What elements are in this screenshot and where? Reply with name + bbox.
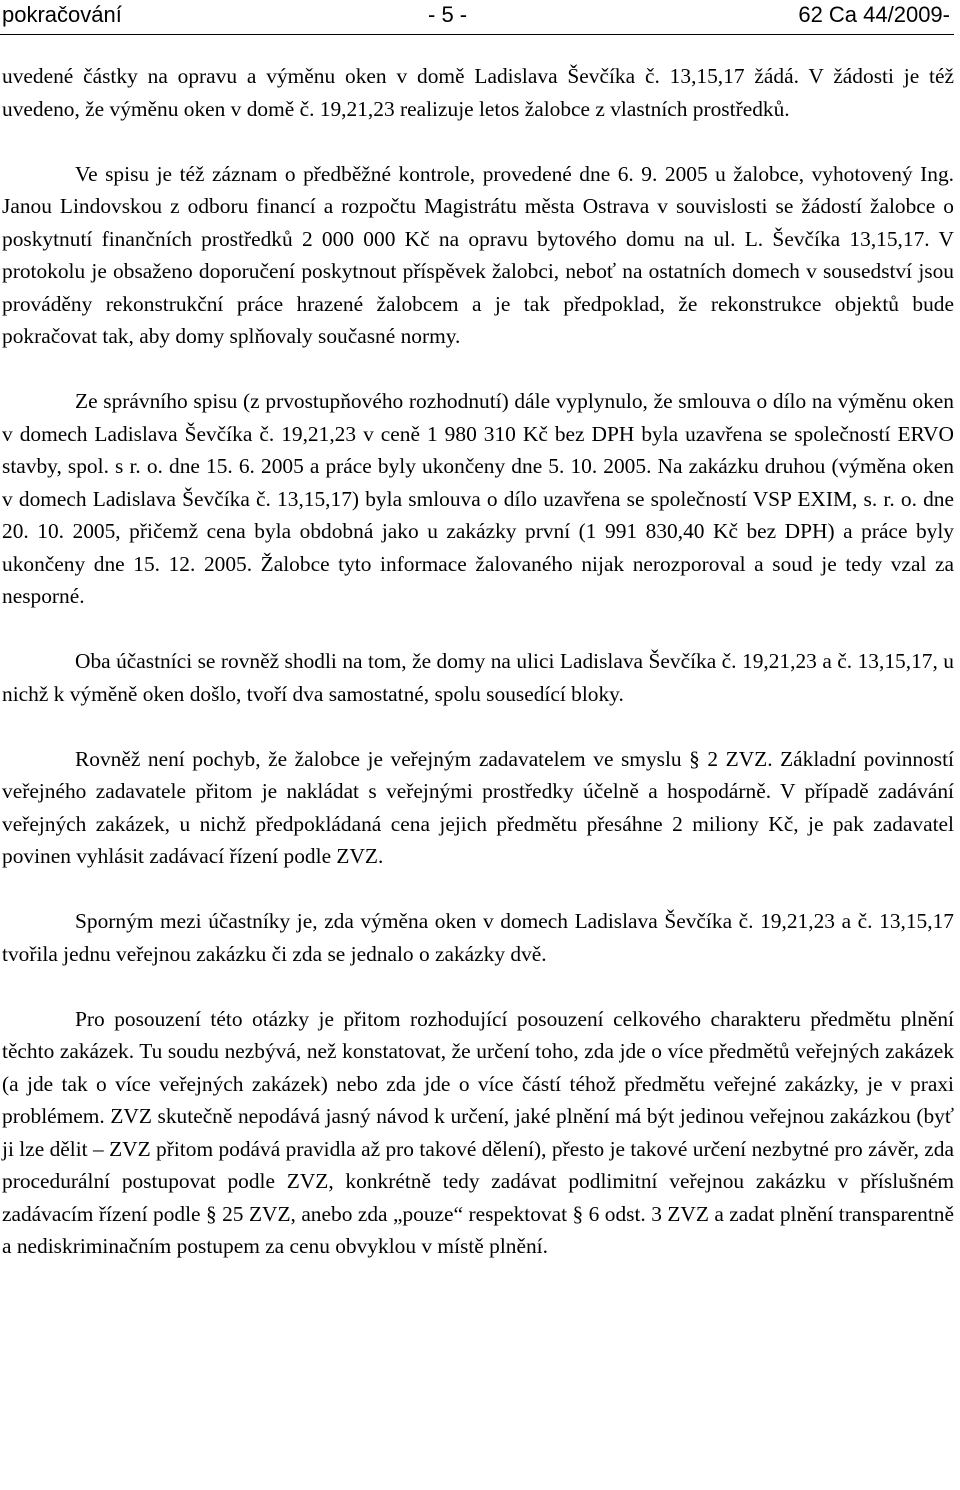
header-case-number: 62 Ca 44/2009- xyxy=(798,2,950,27)
document-body xyxy=(2,60,954,1263)
paragraph: Ze správního spisu (z prvostupňového rozhodnutí) dále vyplynulo, že smlouva o dílo na výměnu oken v domech Ladislava Ševčíka č. 19,21,23 v ceně 1 980 310 Kč bez DPH byla uzavřena se společností ERVO stavby, spol. s r. o. dne 15. 6. 2005 a práce byly ukončeny dne 5. 10. 2005. Na zakázku druhou (výměna oken v domech Ladislava Ševčíka č. 13,15,17) byla smlouva o dílo uzavřena se společností VSP EXIM, s. r. o. dne 20. 10. 2005, přičemž cena byla obdobná jako u zakázky první (1 991 830,40 Kč bez DPH) a práce byly ukončeny dne 15. 12. 2005. Žalobce tyto informace žalovaného nijak nerozporoval a soud je tedy vzal za nesporné. xyxy=(2,389,954,608)
page-header xyxy=(0,0,954,35)
paragraph: Ve spisu je též záznam o předběžné kontrole, provedené dne 6. 9. 2005 u žalobce, vyhotovený Ing. Janou Lindovskou z odboru financí a rozpočtu Magistrátu města Ostrava v souvislosti se žádostí žalobce o poskytnutí finančních prostředků 2 000 000 Kč na opravu bytového domu na ul. L. Ševčíka 13,15,17. V protokolu je obsaženo doporučení poskytnout příspěvek žalobci, neboť na ostatních domech v sousedství jsou prováděny rekonstrukční práce hrazené žalobcem a je tak předpoklad, že rekonstrukce objektů bude pokračovat tak, aby domy splňovaly současné normy. xyxy=(2,161,954,348)
header-page-number: - 5 - xyxy=(428,2,468,27)
header-continuation-label: pokračování xyxy=(2,2,122,27)
paragraph: Oba účastníci se rovněž shodli na tom, že domy na ulici Ladislava Ševčíka č. 19,21,23 a č. 13,15,17, u nichž k výměně oken došlo, tvoří dva samostatné, spolu sousedící bloky. xyxy=(2,649,954,706)
paragraph: Sporným mezi účastníky je, zda výměna oken v domech Ladislava Ševčíka č. 19,21,23 a č. 13,15,17 tvořila jednu veřejnou zakázku či zda se jednalo o zakázky dvě. xyxy=(2,909,954,966)
paragraph: Rovněž není pochyb, že žalobce je veřejným zadavatelem ve smyslu § 2 ZVZ. Základní povinností veřejného zadavatele přitom je nakládat s veřejnými prostředky účelně a hospodárně. V případě zadávání veřejných zakázek, u nichž předpokládaná cena jejich předmětu přesáhne 2 miliony Kč, je pak zadavatel povinen vyhlásit zadávací řízení podle ZVZ. xyxy=(2,746,954,868)
paragraph: uvedené částky na opravu a výměnu oken v domě Ladislava Ševčíka č. 13,15,17 žádá. V žádosti je též uvedeno, že výměnu oken v domě č. 19,21,23 realizuje letos žalobce z vlastních prostředků. xyxy=(2,64,954,121)
paragraph: Pro posouzení této otázky je přitom rozhodující posouzení celkového charakteru předmětu plnění těchto zakázek. Tu soudu nezbývá, než konstatovat, že určení toho, zda jde o více předmětů veřejných zakázek (a jde tak o více veřejných zakázek) nebo zda jde o více částí téhož předmětu veřejné zakázky, je v praxi problémem. ZVZ skutečně nepodává jasný návod k určení, jaké plnění má být jedinou veřejnou zakázkou (byť ji lze dělit – ZVZ přitom podává pravidla až pro takové dělení), přesto je takové určení nezbytné pro závěr, zda procedurální postupovat podle ZVZ, konkrétně tedy zadávat podlimitní veřejnou zakázku v příslušném zadávacím řízení podle § 25 ZVZ, anebo zda „pouze“ respektovat § 6 odst. 3 ZVZ a zadat plnění transparentně a nediskriminačním postupem za cenu obvyklou v místě plnění. xyxy=(2,1006,954,1258)
